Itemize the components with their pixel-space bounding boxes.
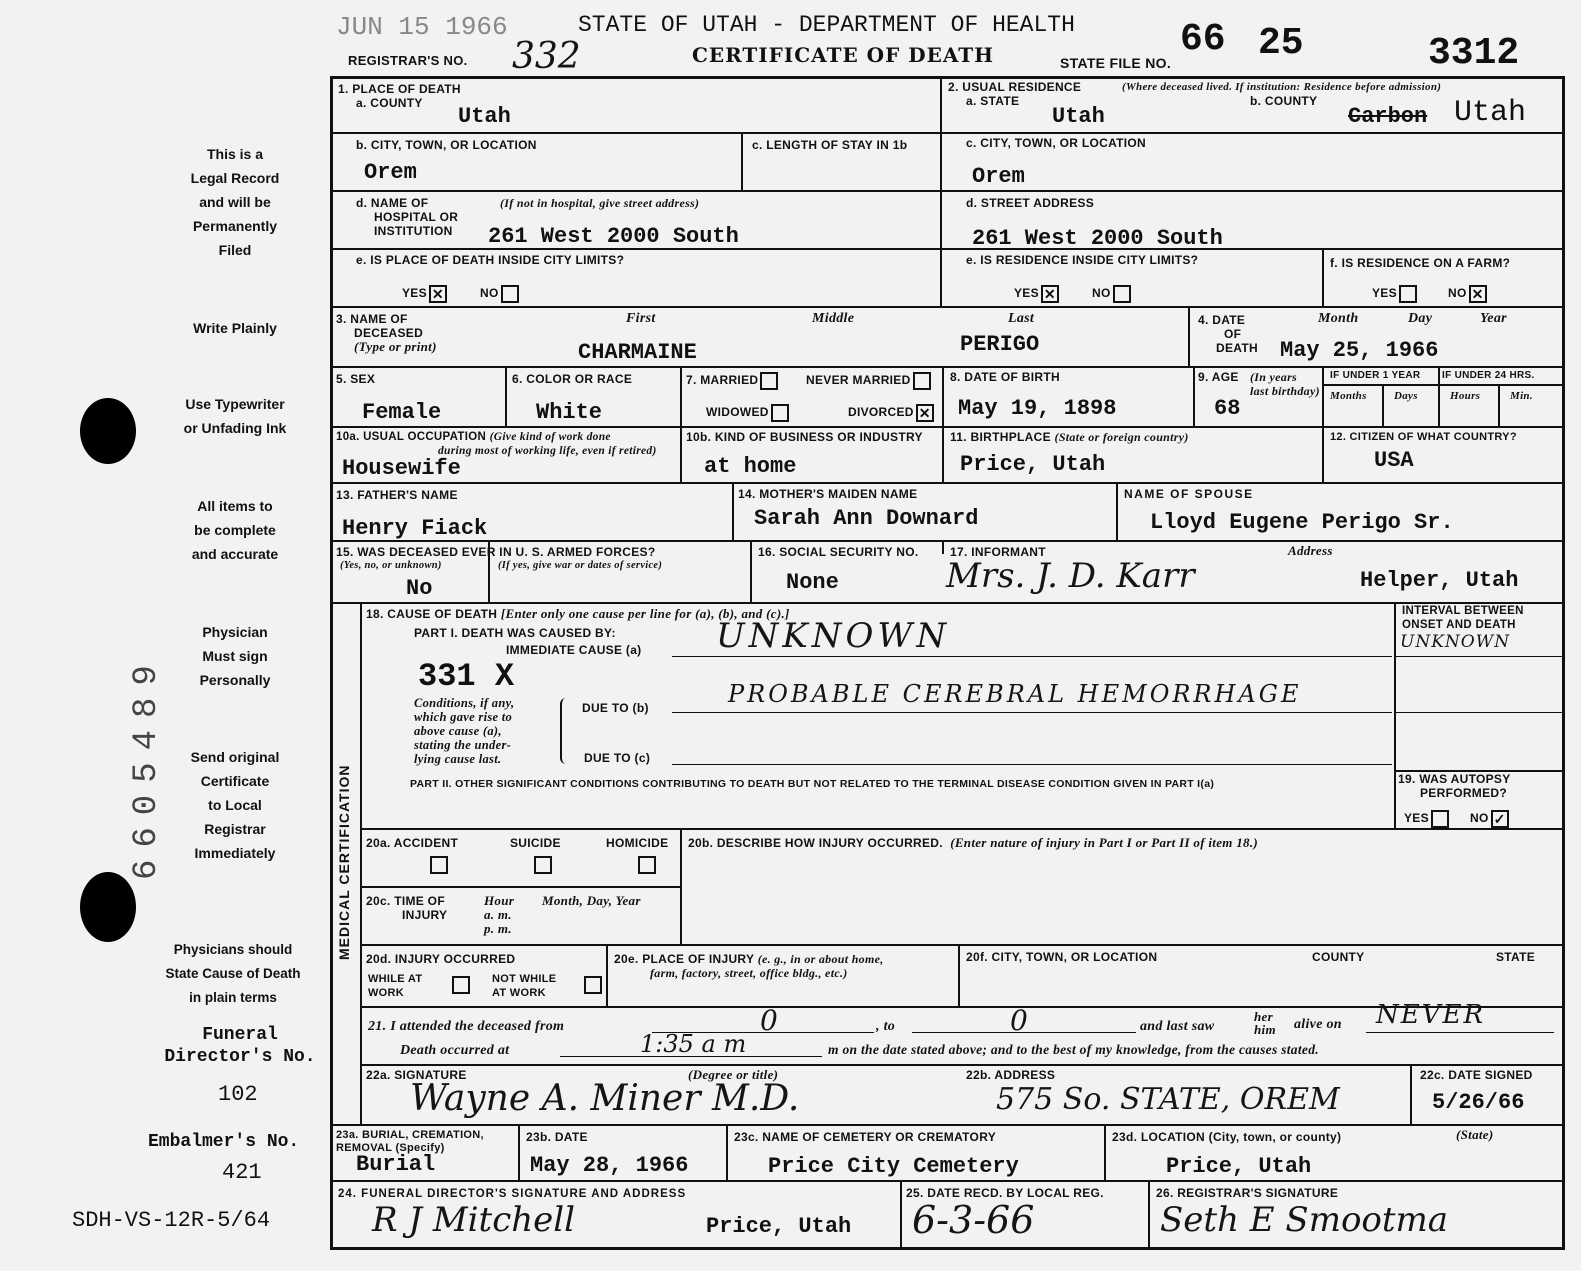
disposition-value: Burial	[356, 1152, 436, 1177]
state-file-part-b: 25	[1258, 22, 1304, 65]
death-occurred-label: Death occurred at	[400, 1043, 510, 1058]
burial-location-label: 23d. LOCATION (City, town, or county)	[1112, 1130, 1342, 1144]
sidebar-legal-note: This is a Legal Record and will be Permanently Filed	[190, 146, 280, 258]
to-label: , to	[876, 1019, 896, 1034]
part1-label: PART I. DEATH WAS CAUSED BY:	[414, 626, 616, 640]
deceased-name-label: 3. NAME OF DECEASED (Type or print)	[336, 312, 437, 354]
burial-date-value: May 28, 1966	[530, 1153, 689, 1178]
place-of-death-label: 1. PLACE OF DEATH a. COUNTY	[338, 82, 461, 110]
checkbox-unchecked[interactable]	[913, 372, 931, 390]
armed-forces-label: 15. WAS DECEASED EVER IN U. S. ARMED FORCES?	[336, 545, 656, 559]
while-at-work: WHILE AT WORK	[368, 973, 423, 999]
service-note: (If yes, give war or dates of service)	[498, 560, 663, 571]
residence-state-label: a. STATE	[966, 94, 1020, 108]
informant-signature: Mrs. J. D. Karr	[946, 556, 1195, 596]
month-label: Month	[1318, 311, 1359, 326]
birthplace-label: 11. BIRTHPLACE (State or foreign country)	[950, 430, 1189, 444]
citizenship-label: 12. CITIZEN OF WHAT COUNTRY?	[1330, 431, 1517, 443]
date-of-death-label: 4. DATE OF DEATH	[1198, 313, 1258, 355]
while-at-work-checkbox[interactable]	[452, 976, 470, 994]
hours-label: Hours	[1450, 390, 1481, 402]
residence-city-limits-no: NO	[1092, 285, 1131, 303]
certificate-title: CERTIFICATE OF DEATH	[692, 43, 995, 67]
due-to-c-label: DUE TO (c)	[584, 751, 651, 765]
conditions-bracket	[560, 698, 570, 764]
burial-location-value: Price, Utah	[1166, 1154, 1312, 1179]
state-file-part-c: 3312	[1428, 32, 1520, 75]
time-of-death-value: 1:35 a m	[640, 1030, 747, 1058]
months-label: Months	[1330, 390, 1367, 402]
autopsy-yes: YES	[1404, 810, 1449, 828]
punch-hole-top	[80, 398, 136, 464]
date-of-death-value: May 25, 1966	[1280, 338, 1439, 363]
usual-residence-note: (Where deceased lived. If institution: Residence before admission)	[1122, 81, 1442, 93]
business-value: at home	[704, 454, 797, 479]
birth-date-label: 8. DATE OF BIRTH	[950, 370, 1060, 384]
agency-title: STATE OF UTAH - DEPARTMENT OF HEALTH	[578, 12, 1075, 38]
age-value: 68	[1214, 396, 1241, 421]
registrar-signature-label: 26. REGISTRAR'S SIGNATURE	[1156, 1186, 1339, 1200]
cemetery-label: 23c. NAME OF CEMETERY OR CREMATORY	[734, 1130, 997, 1144]
checkbox-unchecked[interactable]	[771, 404, 789, 422]
farm-no: NO ✕	[1448, 285, 1487, 303]
never-married-option: NEVER MARRIED	[806, 372, 931, 390]
filing-date-stamp: JUN 15 1966	[336, 12, 508, 42]
attended-from-label: 21. I attended the deceased from	[368, 1019, 565, 1034]
time-of-injury-label: 20c. TIME OF INJURY	[366, 894, 448, 922]
physician-signature: Wayne A. Miner M.D.	[410, 1078, 800, 1119]
checkbox-checked[interactable]: ✕	[916, 404, 934, 422]
citizenship-value: USA	[1374, 448, 1414, 473]
not-while-at-work: NOT WHILE AT WORK	[492, 973, 557, 999]
mother-name-label: 14. MOTHER'S MAIDEN NAME	[738, 487, 918, 501]
ssn-label: 16. SOCIAL SECURITY NO.	[758, 545, 919, 559]
first-name-label: First	[626, 311, 656, 326]
injury-date-label: Month, Day, Year	[542, 893, 641, 908]
medical-certification-label: MEDICAL CERTIFICATION	[336, 764, 352, 960]
residence-county-value: Utah	[1454, 96, 1527, 130]
embalmer-label: Embalmer's No.	[148, 1132, 300, 1152]
sidebar-physician-note: Physician Must sign Personally	[199, 624, 271, 688]
date-signed-label: 22c. DATE SIGNED	[1420, 1068, 1533, 1082]
residence-city-value: Orem	[972, 164, 1025, 189]
institution-label: d. NAME OF HOSPITAL OR INSTITUTION	[356, 196, 459, 238]
immediate-cause-value: UNKNOWN	[716, 616, 951, 656]
farm-label: f. IS RESIDENCE ON A FARM?	[1330, 256, 1511, 270]
sidebar-complete-note: All items to be complete and accurate	[191, 498, 279, 562]
not-while-at-work-checkbox[interactable]	[584, 976, 602, 994]
checkbox-unchecked[interactable]	[1431, 810, 1449, 828]
residence-city-label: c. CITY, TOWN, OR LOCATION	[966, 136, 1147, 150]
hour-label: Hour a. m. p. m.	[484, 893, 515, 936]
death-city-limits-yes: YES ✕	[402, 285, 447, 303]
accident-checkbox[interactable]	[430, 856, 448, 874]
alive-on-label: alive on	[1294, 1017, 1342, 1032]
father-name-label: 13. FATHER'S NAME	[336, 488, 458, 502]
under-1-year-label: IF UNDER 1 YEAR	[1330, 370, 1421, 381]
under-24-hours-label: IF UNDER 24 HRS.	[1442, 370, 1535, 381]
autopsy-label: 19. WAS AUTOPSY PERFORMED?	[1398, 772, 1511, 800]
injury-state-label: STATE	[1496, 950, 1536, 964]
occupation-value: Housewife	[342, 456, 461, 481]
age-note: (In years last birthday)	[1250, 370, 1320, 398]
residence-city-limits-yes: YES ✕	[1014, 285, 1059, 303]
cemetery-value: Price City Cemetery	[768, 1154, 1019, 1179]
armed-forces-note: (Yes, no, or unknown)	[340, 560, 442, 571]
farm-yes: YES	[1372, 285, 1417, 303]
age-label: 9. AGE	[1198, 370, 1239, 384]
father-name-value: Henry Fiack	[342, 516, 488, 541]
checkbox-checked[interactable]: ✓	[1491, 810, 1509, 828]
homicide-checkbox[interactable]	[638, 856, 656, 874]
checkbox-checked[interactable]: ✕	[1469, 285, 1487, 303]
interval-value: UNKNOWN	[1400, 632, 1511, 652]
attended-from-value: 0	[760, 1004, 778, 1037]
degree-label: (Degree or title)	[688, 1067, 779, 1082]
burial-date-label: 23b. DATE	[526, 1130, 588, 1144]
due-to-b-value: PROBABLE CEREBRAL HEMORRHAGE	[728, 680, 1302, 708]
sex-value: Female	[362, 400, 442, 425]
minutes-label: Min.	[1510, 390, 1533, 402]
institution-value: 261 West 2000 South	[488, 224, 739, 249]
date-received-label: 25. DATE RECD. BY LOCAL REG.	[906, 1186, 1104, 1200]
cause-of-death-label: 18. CAUSE OF DEATH [Enter only one cause per line for (a), (b), and (c).]	[366, 606, 790, 621]
institution-note: (If not in hospital, give street address)	[500, 196, 700, 210]
checkbox-checked[interactable]: ✕	[429, 285, 447, 303]
serial-number: 6605489	[128, 653, 166, 880]
last-name-value: PERIGO	[960, 332, 1040, 357]
sidebar-ink-note: Use Typewriter or Unfading Ink	[183, 396, 287, 436]
physician-address-label: 22b. ADDRESS	[966, 1068, 1056, 1082]
checkbox-unchecked[interactable]	[760, 372, 778, 390]
middle-name-label: Middle	[812, 311, 855, 326]
armed-forces-value: No	[406, 576, 433, 601]
state-file-part-a: 66	[1180, 18, 1226, 61]
divorced-option: DIVORCED ✕	[848, 404, 934, 422]
ssn-value: None	[786, 570, 839, 595]
last-seen-value: NEVER	[1376, 1000, 1486, 1030]
injury-description-label: 20b. DESCRIBE HOW INJURY OCCURRED. (Enter nature of injury in Part I or Part II of item 18.)	[688, 835, 1259, 850]
death-city-value: Orem	[364, 160, 417, 185]
length-of-stay-label: c. LENGTH OF STAY IN 1b	[752, 138, 908, 152]
place-of-injury-label: 20e. PLACE OF INJURY (e. g., in or about home, farm, factory, street, office bldg., etc.)	[614, 952, 884, 980]
suicide-label: SUICIDE	[510, 836, 561, 850]
punch-hole-bottom	[80, 872, 136, 942]
death-city-limits-label: e. IS PLACE OF DEATH INSIDE CITY LIMITS?	[356, 253, 625, 267]
informant-address-value: Helper, Utah	[1360, 568, 1519, 593]
immediate-cause-label: IMMEDIATE CAUSE (a)	[506, 643, 642, 657]
part2-label: PART II. OTHER SIGNIFICANT CONDITIONS CONTRIBUTING TO DEATH BUT NOT RELATED TO THE TERMINAL DISEASE CONDITION GIVEN IN PART I(a)	[410, 778, 1215, 790]
physician-address-value: 575 So. STATE, OREM	[996, 1082, 1340, 1117]
homicide-label: HOMICIDE	[606, 836, 669, 850]
funeral-director-address: Price, Utah	[706, 1214, 852, 1239]
death-city-label: b. CITY, TOWN, OR LOCATION	[356, 138, 537, 152]
spouse-name-label: NAME OF SPOUSE	[1124, 487, 1254, 501]
date-received-value: 6-3-66	[912, 1198, 1035, 1242]
interval-label: INTERVAL BETWEEN ONSET AND DEATH	[1402, 605, 1524, 631]
checkbox-unchecked[interactable]	[1399, 285, 1417, 303]
birth-date-value: May 19, 1898	[958, 396, 1117, 421]
sidebar-write-plainly: Write Plainly	[193, 320, 277, 336]
registrar-no-label: REGISTRAR'S NO.	[348, 53, 468, 68]
sidebar-cause-note: Physicians should State Cause of Death in plain terms	[165, 942, 301, 1005]
conditions-note: Conditions, if any, which gave rise to above cause (a), stating the under- lying cause last.	[414, 696, 515, 766]
death-county-value: Utah	[458, 104, 511, 129]
first-name-value: CHARMAINE	[578, 340, 697, 365]
form-code: SDH-VS-12R-5/64	[72, 1208, 271, 1233]
race-label: 6. COLOR OR RACE	[512, 372, 633, 386]
mother-name-value: Sarah Ann Downard	[754, 506, 979, 531]
residence-county-struck: Carbon	[1348, 104, 1428, 129]
disposition-label: 23a. BURIAL, CREMATION, REMOVAL (Specify)	[336, 1129, 484, 1154]
funeral-director-signature: R J Mitchell	[372, 1200, 576, 1240]
embalmer-no: 421	[222, 1160, 262, 1185]
widowed-option: WIDOWED	[706, 404, 789, 422]
due-to-b-label: DUE TO (b)	[582, 701, 649, 715]
funeral-director-label: Funeral Director's No.	[164, 1025, 316, 1067]
her-him-label: her him	[1254, 1009, 1276, 1037]
days-label: Days	[1394, 390, 1418, 402]
injury-city-label: 20f. CITY, TOWN, OR LOCATION	[966, 950, 1158, 964]
married-option: 7. MARRIED	[686, 372, 778, 390]
cause-code: 331 X	[418, 658, 515, 695]
last-name-label: Last	[1008, 311, 1035, 326]
residence-state-value: Utah	[1052, 104, 1105, 129]
day-label: Day	[1408, 311, 1433, 326]
suicide-checkbox[interactable]	[534, 856, 552, 874]
registrar-signature: Seth E Smootma	[1160, 1200, 1449, 1240]
spouse-name-value: Lloyd Eugene Perigo Sr.	[1150, 510, 1454, 535]
usual-residence-label: 2. USUAL RESIDENCE	[948, 80, 1082, 94]
sex-label: 5. SEX	[336, 372, 376, 386]
checkbox-checked[interactable]: ✕	[1041, 285, 1059, 303]
informant-label: 17. INFORMANT	[950, 545, 1046, 559]
street-address-value: 261 West 2000 South	[972, 226, 1223, 251]
sidebar-send-note: Send original Certificate to Local Registrar Immediately	[190, 749, 280, 861]
checkbox-unchecked[interactable]	[1113, 285, 1131, 303]
physician-signature-label: 22a. SIGNATURE	[366, 1068, 467, 1082]
injury-county-label: COUNTY	[1312, 950, 1365, 964]
funeral-director-no: 102	[218, 1082, 258, 1107]
state-file-label: STATE FILE NO.	[1060, 55, 1172, 71]
birthplace-value: Price, Utah	[960, 452, 1106, 477]
street-address-label: d. STREET ADDRESS	[966, 196, 1095, 210]
race-value: White	[536, 400, 603, 425]
injury-occurred-label: 20d. INJURY OCCURRED	[366, 952, 516, 966]
date-stated-label: m on the date stated above; and to the best of my knowledge, from the causes stated.	[828, 1042, 1319, 1057]
death-city-limits-no: NO	[480, 285, 519, 303]
funeral-director-signature-label: 24. FUNERAL DIRECTOR'S SIGNATURE AND ADDRESS	[338, 1188, 687, 1200]
date-signed-value: 5/26/66	[1432, 1090, 1525, 1115]
business-label: 10b. KIND OF BUSINESS OR INDUSTRY	[686, 430, 923, 444]
burial-state-label: (State)	[1456, 1127, 1494, 1142]
accident-label: 20a. ACCIDENT	[366, 836, 459, 850]
year-label: Year	[1480, 311, 1507, 326]
residence-county-label: b. COUNTY	[1250, 94, 1318, 108]
informant-address-label: Address	[1288, 543, 1333, 558]
attended-to-value: 0	[1010, 1004, 1028, 1037]
registrar-no: 332	[512, 36, 581, 77]
occupation-label: 10a. USUAL OCCUPATION (Give kind of work done during most of working life, even if retired)	[336, 431, 657, 457]
autopsy-no: NO ✓	[1470, 810, 1509, 828]
checkbox-unchecked[interactable]	[501, 285, 519, 303]
residence-city-limits-label: e. IS RESIDENCE INSIDE CITY LIMITS?	[966, 253, 1199, 267]
last-saw-label: and last saw	[1140, 1019, 1215, 1034]
